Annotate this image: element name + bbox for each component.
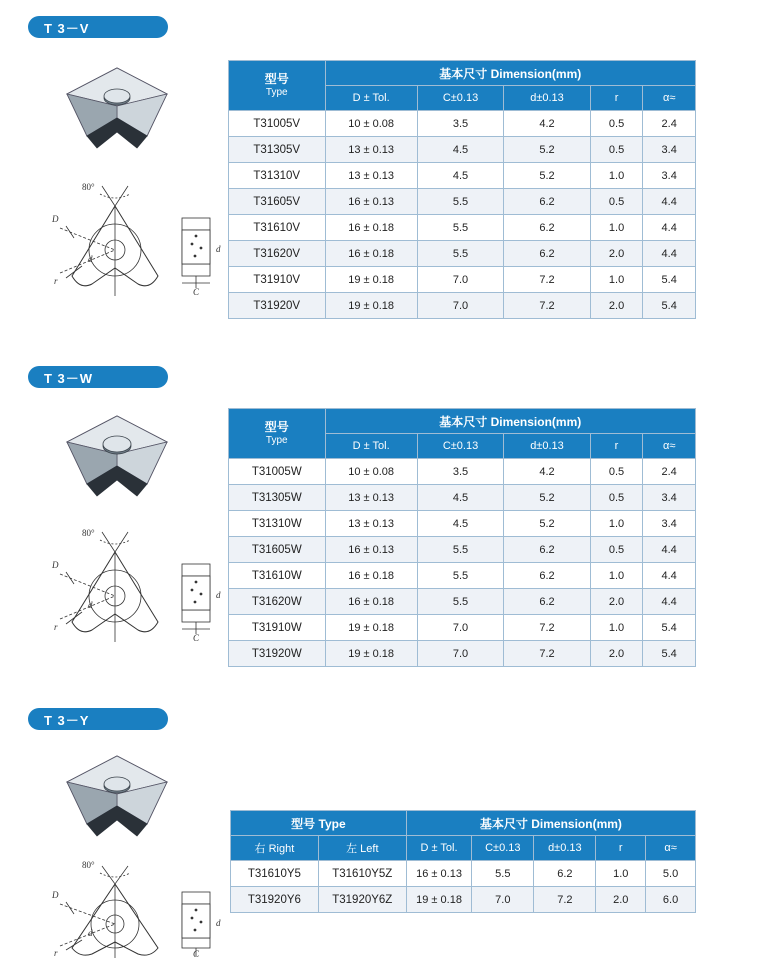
cell-C: 7.0 xyxy=(417,641,503,667)
cell-C: 5.5 xyxy=(417,537,503,563)
cell-C: 7.0 xyxy=(417,267,503,293)
col-r: r xyxy=(590,434,643,459)
col-D: D ± Tol. xyxy=(325,434,417,459)
label-d2: d xyxy=(216,244,221,254)
cell-D: 19 ± 0.18 xyxy=(325,615,417,641)
cell-type: T31605V xyxy=(229,189,326,215)
label-d: d xyxy=(88,928,93,938)
insert-topview-drawing-v xyxy=(30,178,221,313)
cell-C: 4.5 xyxy=(417,137,503,163)
table-row xyxy=(229,137,696,163)
cell-D: 16 ± 0.13 xyxy=(325,189,417,215)
table-row xyxy=(229,241,696,267)
cell-r: 0.5 xyxy=(590,189,643,215)
cell-alpha: 5.4 xyxy=(643,267,696,293)
table-row xyxy=(229,537,696,563)
cell-r: 0.5 xyxy=(590,459,643,485)
cell-D: 10 ± 0.08 xyxy=(325,111,417,137)
cell-type: T31310W xyxy=(229,511,326,537)
label-C: C xyxy=(193,287,200,297)
cell-d: 7.2 xyxy=(534,887,596,913)
cell-r: 2.0 xyxy=(590,589,643,615)
cell-type: T31305W xyxy=(229,485,326,511)
col-C: C±0.13 xyxy=(417,434,503,459)
label-C: C xyxy=(193,949,200,958)
section-badge-label: T 3－V xyxy=(44,20,90,36)
cell-D: 16 ± 0.18 xyxy=(325,241,417,267)
cell-d: 6.2 xyxy=(504,215,590,241)
cell-type: T31620V xyxy=(229,241,326,267)
col-left: 左 Left xyxy=(318,836,406,861)
label-D: D xyxy=(52,890,59,900)
label-d: d xyxy=(88,600,93,610)
cell-r: 1.0 xyxy=(590,267,643,293)
cell-D: 13 ± 0.13 xyxy=(325,511,417,537)
cell-r: 1.0 xyxy=(590,215,643,241)
cell-D: 13 ± 0.13 xyxy=(325,163,417,189)
cell-type: T31005W xyxy=(229,459,326,485)
table-row xyxy=(229,589,696,615)
label-D: D xyxy=(52,560,59,570)
cell-r: 2.0 xyxy=(590,241,643,267)
cell-d: 5.2 xyxy=(504,485,590,511)
cell-C: 7.0 xyxy=(417,615,503,641)
cell-alpha: 5.4 xyxy=(643,615,696,641)
cell-D: 16 ± 0.18 xyxy=(325,215,417,241)
insert-topview-drawing-w xyxy=(30,524,221,659)
cell-type: T31605W xyxy=(229,537,326,563)
cell-C: 3.5 xyxy=(417,459,503,485)
table-row xyxy=(229,189,696,215)
cell-type-left: T31920Y6Z xyxy=(318,887,406,913)
cell-r: 0.5 xyxy=(590,537,643,563)
label-r: r xyxy=(54,276,58,286)
cell-d: 6.2 xyxy=(534,861,596,887)
col-D: D ± Tol. xyxy=(325,86,417,111)
cell-C: 5.5 xyxy=(417,189,503,215)
header-dimension: 基本尺寸 Dimension(mm) xyxy=(325,409,695,434)
cell-C: 7.0 xyxy=(472,887,534,913)
cell-type-right: T31610Y5 xyxy=(231,861,319,887)
cell-d: 6.2 xyxy=(504,189,590,215)
cell-d: 5.2 xyxy=(504,511,590,537)
cell-C: 5.5 xyxy=(417,215,503,241)
cell-type: T31920V xyxy=(229,293,326,319)
col-r: r xyxy=(596,836,646,861)
spec-table-t3y xyxy=(230,810,696,913)
table-row xyxy=(229,641,696,667)
cell-C: 4.5 xyxy=(417,511,503,537)
cell-r: 1.0 xyxy=(590,511,643,537)
cell-D: 13 ± 0.13 xyxy=(325,137,417,163)
insert-isometric-drawing-v xyxy=(55,60,185,165)
cell-r: 1.0 xyxy=(590,615,643,641)
col-right: 右 Right xyxy=(231,836,319,861)
cell-d: 7.2 xyxy=(504,641,590,667)
cell-type: T31305V xyxy=(229,137,326,163)
angle-label: 80° xyxy=(82,182,95,192)
cell-d: 5.2 xyxy=(504,163,590,189)
label-C: C xyxy=(193,633,200,643)
section-badge-t3v xyxy=(28,16,168,38)
header-dimension: 基本尺寸 Dimension(mm) xyxy=(325,61,696,86)
table-row xyxy=(231,861,696,887)
label-d2: d xyxy=(216,918,221,928)
label-d: d xyxy=(88,254,93,264)
cell-alpha: 3.4 xyxy=(643,511,696,537)
cell-D: 19 ± 0.18 xyxy=(325,267,417,293)
col-d: d±0.13 xyxy=(534,836,596,861)
table-row xyxy=(229,615,696,641)
cell-alpha: 3.4 xyxy=(643,137,696,163)
cell-d: 6.2 xyxy=(504,589,590,615)
cell-r: 0.5 xyxy=(590,485,643,511)
cell-C: 5.5 xyxy=(417,589,503,615)
col-alpha: α≈ xyxy=(643,86,696,111)
cell-C: 4.5 xyxy=(417,485,503,511)
cell-alpha: 3.4 xyxy=(643,485,696,511)
cell-type: T31620W xyxy=(229,589,326,615)
cell-d: 4.2 xyxy=(504,111,590,137)
cell-alpha: 4.4 xyxy=(643,215,696,241)
cell-alpha: 4.4 xyxy=(643,537,696,563)
cell-d: 7.2 xyxy=(504,267,590,293)
cell-r: 2.0 xyxy=(590,293,643,319)
col-C: C±0.13 xyxy=(417,86,503,111)
cell-d: 4.2 xyxy=(504,459,590,485)
cell-d: 7.2 xyxy=(504,615,590,641)
cell-alpha: 4.4 xyxy=(643,189,696,215)
table-row xyxy=(229,511,696,537)
col-alpha: α≈ xyxy=(643,434,696,459)
section-badge-t3w xyxy=(28,366,168,388)
cell-type: T31910V xyxy=(229,267,326,293)
cell-type: T31910W xyxy=(229,615,326,641)
cell-alpha: 4.4 xyxy=(643,563,696,589)
cell-C: 5.5 xyxy=(472,861,534,887)
cell-r: 2.0 xyxy=(590,641,643,667)
cell-type: T31920W xyxy=(229,641,326,667)
section-badge-label: T 3－Y xyxy=(44,712,90,728)
insert-topview-drawing-y xyxy=(30,860,221,958)
cell-D: 19 ± 0.18 xyxy=(325,641,417,667)
cell-r: 1.0 xyxy=(596,861,646,887)
col-d: d±0.13 xyxy=(504,434,590,459)
spec-table-t3v xyxy=(228,60,696,319)
col-d: d±0.13 xyxy=(504,86,590,111)
cell-D: 10 ± 0.08 xyxy=(325,459,417,485)
cell-C: 3.5 xyxy=(417,111,503,137)
cell-d: 6.2 xyxy=(504,537,590,563)
header-type: 型号 Type xyxy=(231,811,407,836)
cell-alpha: 5.4 xyxy=(643,293,696,319)
cell-alpha: 3.4 xyxy=(643,163,696,189)
cell-type: T31610W xyxy=(229,563,326,589)
cell-alpha: 2.4 xyxy=(643,111,696,137)
cell-alpha: 5.4 xyxy=(643,641,696,667)
cell-d: 7.2 xyxy=(504,293,590,319)
col-alpha: α≈ xyxy=(646,836,696,861)
table-row xyxy=(229,563,696,589)
table-row xyxy=(231,887,696,913)
cell-d: 6.2 xyxy=(504,563,590,589)
col-C: C±0.13 xyxy=(472,836,534,861)
table-row xyxy=(229,267,696,293)
cell-r: 1.0 xyxy=(590,163,643,189)
cell-C: 5.5 xyxy=(417,563,503,589)
col-r: r xyxy=(590,86,643,111)
angle-label: 80° xyxy=(82,528,95,538)
table-row xyxy=(229,163,696,189)
cell-d: 5.2 xyxy=(504,137,590,163)
cell-d: 6.2 xyxy=(504,241,590,267)
cell-r: 1.0 xyxy=(590,563,643,589)
cell-r: 0.5 xyxy=(590,111,643,137)
cell-C: 7.0 xyxy=(417,293,503,319)
insert-isometric-drawing-y xyxy=(55,748,185,853)
table-row xyxy=(229,293,696,319)
angle-label: 80° xyxy=(82,860,95,870)
table-row xyxy=(229,485,696,511)
table-row xyxy=(229,111,696,137)
cell-type: T31310V xyxy=(229,163,326,189)
cell-r: 0.5 xyxy=(590,137,643,163)
cell-D: 16 ± 0.13 xyxy=(406,861,471,887)
cell-alpha: 5.0 xyxy=(646,861,696,887)
spec-table-t3w xyxy=(228,408,696,667)
cell-type: T31005V xyxy=(229,111,326,137)
cell-type-right: T31920Y6 xyxy=(231,887,319,913)
cell-alpha: 4.4 xyxy=(643,589,696,615)
cell-D: 16 ± 0.18 xyxy=(325,589,417,615)
cell-alpha: 6.0 xyxy=(646,887,696,913)
label-r: r xyxy=(54,622,58,632)
section-badge-label: T 3－W xyxy=(44,370,94,386)
label-D: D xyxy=(52,214,59,224)
cell-type: T31610V xyxy=(229,215,326,241)
cell-D: 13 ± 0.13 xyxy=(325,485,417,511)
section-badge-t3y xyxy=(28,708,168,730)
header-dimension: 基本尺寸 Dimension(mm) xyxy=(406,811,695,836)
cell-D: 19 ± 0.18 xyxy=(406,887,471,913)
header-type: 型号 Type xyxy=(229,409,326,459)
label-d2: d xyxy=(216,590,221,600)
insert-isometric-drawing-w xyxy=(55,408,185,513)
header-type: 型号 Type xyxy=(229,61,326,111)
table-row xyxy=(229,459,696,485)
cell-D: 16 ± 0.13 xyxy=(325,537,417,563)
cell-r: 2.0 xyxy=(596,887,646,913)
cell-C: 4.5 xyxy=(417,163,503,189)
cell-alpha: 4.4 xyxy=(643,241,696,267)
cell-alpha: 2.4 xyxy=(643,459,696,485)
label-r: r xyxy=(54,948,58,958)
table-row xyxy=(229,215,696,241)
cell-D: 19 ± 0.18 xyxy=(325,293,417,319)
col-D: D ± Tol. xyxy=(406,836,471,861)
cell-D: 16 ± 0.18 xyxy=(325,563,417,589)
cell-type-left: T31610Y5Z xyxy=(318,861,406,887)
cell-C: 5.5 xyxy=(417,241,503,267)
